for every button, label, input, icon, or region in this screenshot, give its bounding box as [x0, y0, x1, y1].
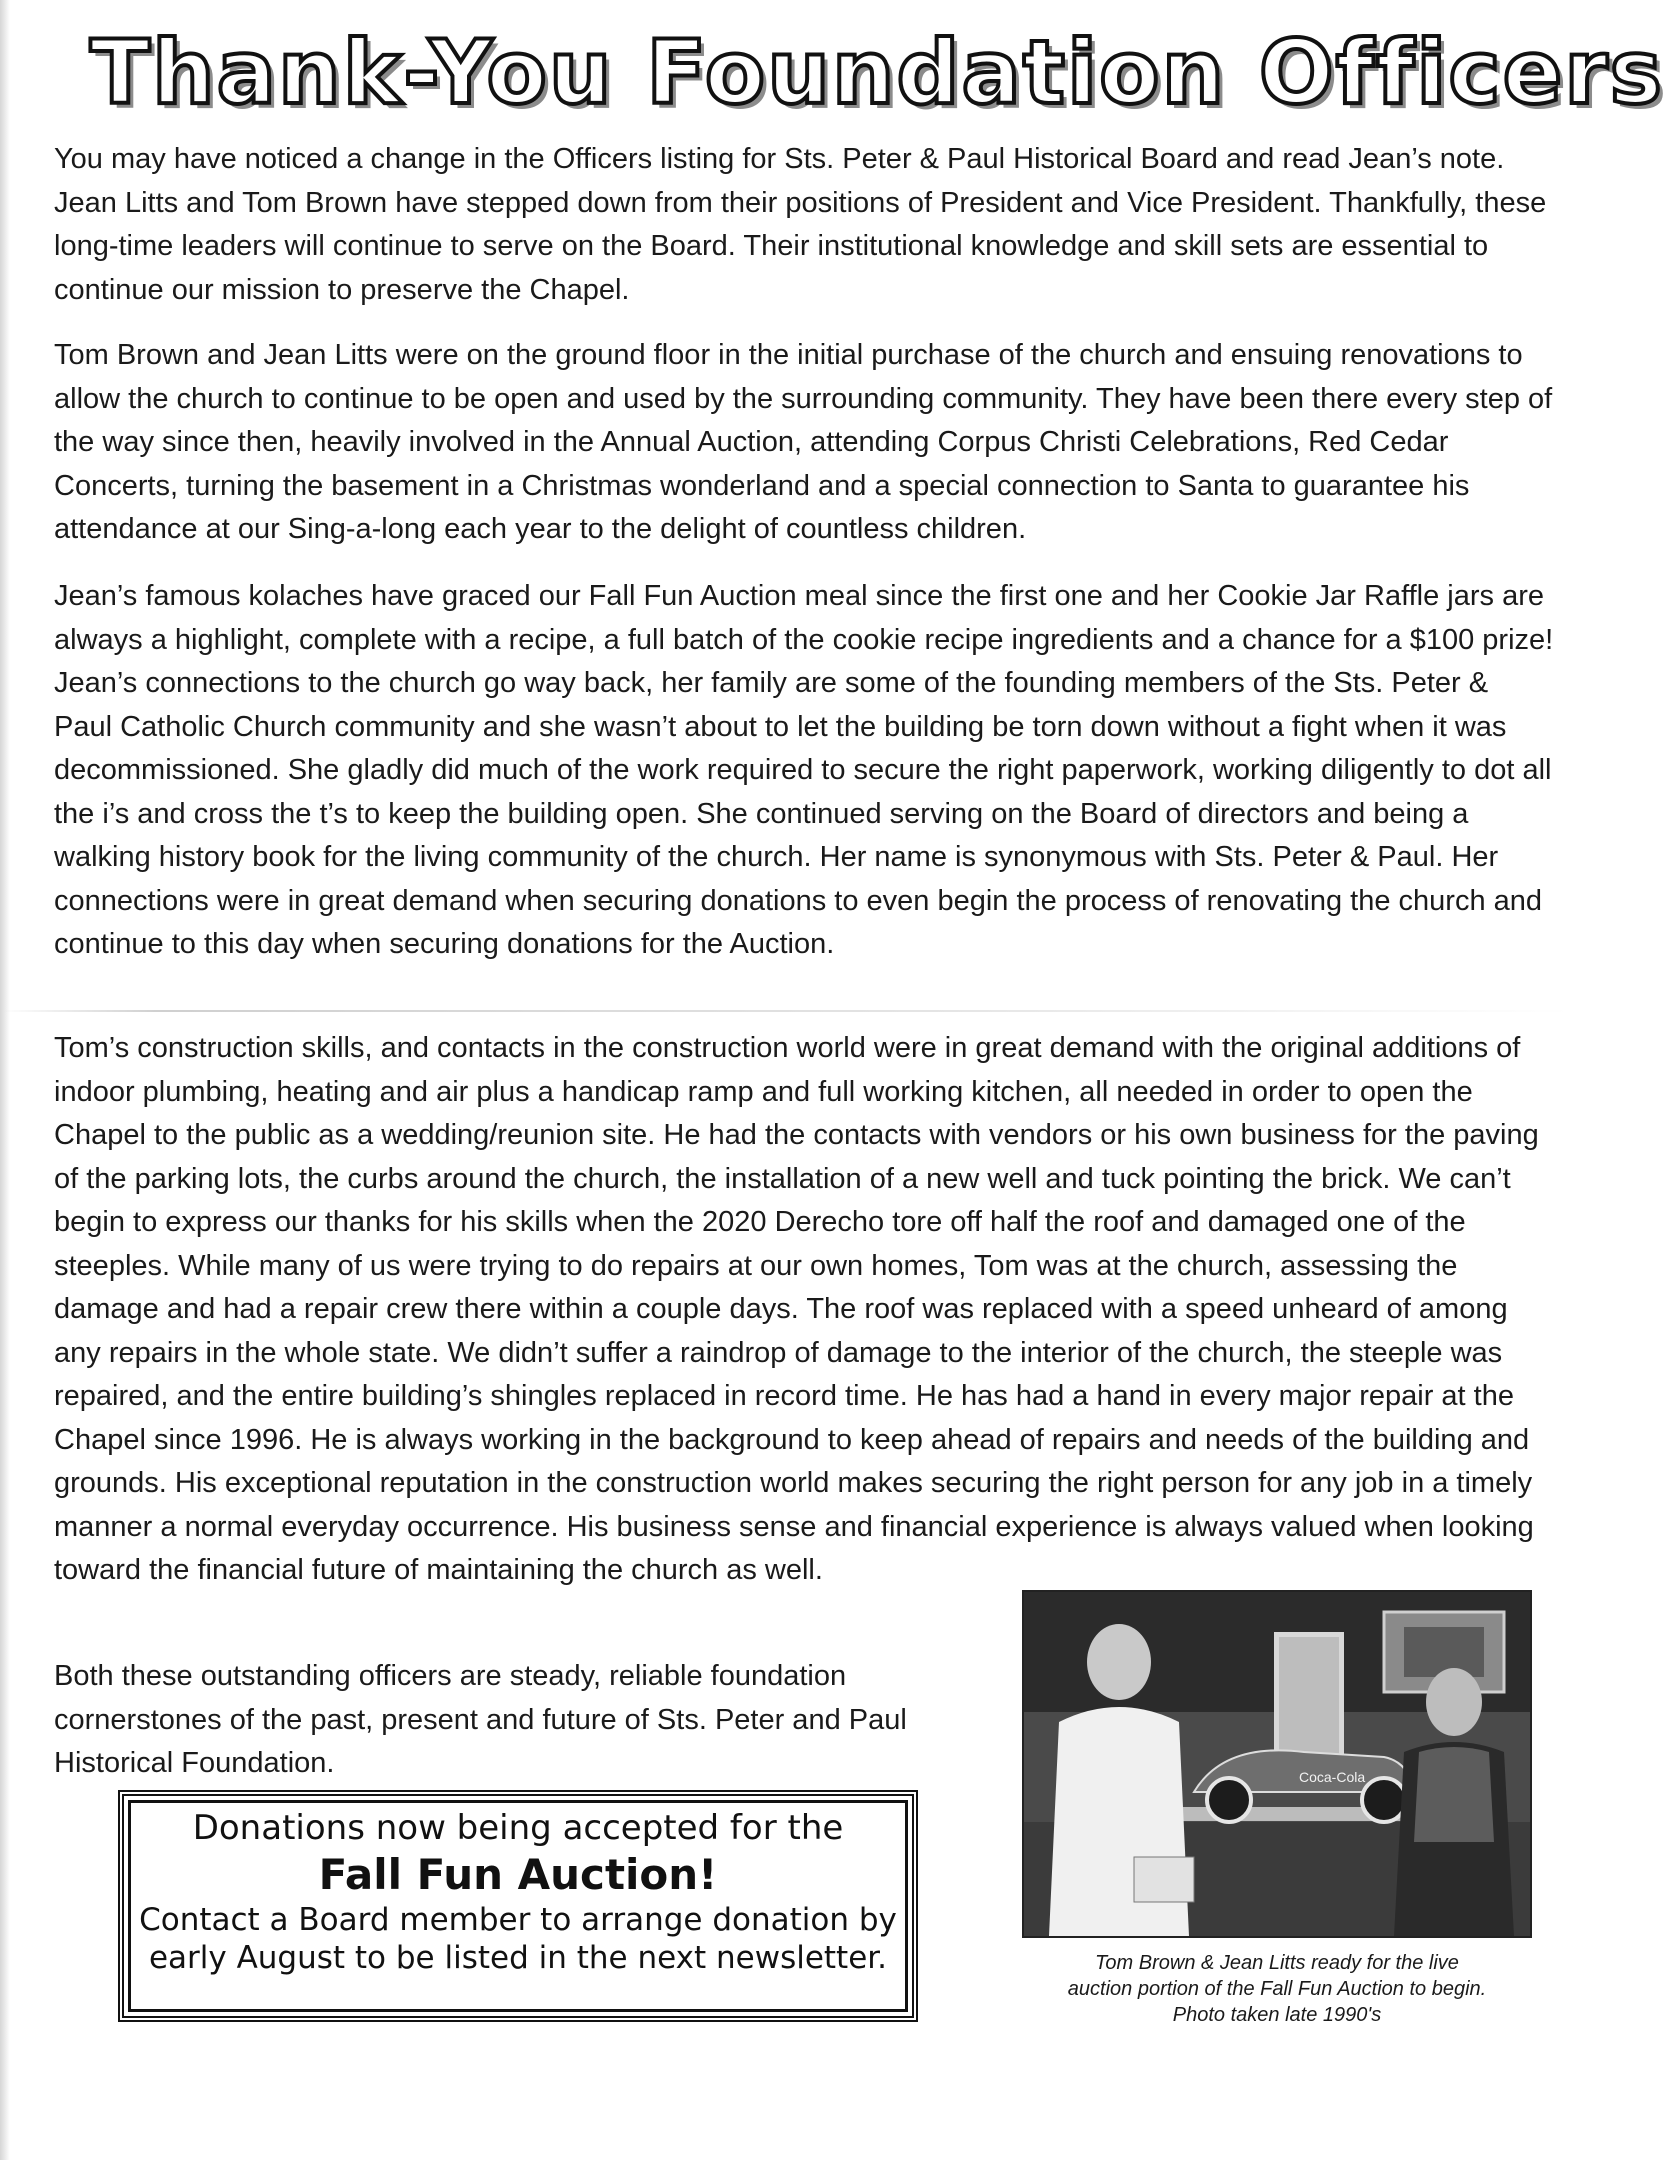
page-title: Thank-You Foundation Officers — [90, 21, 1664, 124]
photo-caption-line2: auction portion of the Fall Fun Auction to begin. — [1067, 1978, 1487, 2000]
photo-caption — [1022, 1950, 1532, 2026]
paragraph-tom-brown: Tom’s construction skills, and contacts in the construction world were in great demand with the original additions of indoor plumbing, heating and air plus a handicap ramp and full working kitchen, all needed in order to open the Chapel to the public as a wedding/reunion site. He had the contacts with vendors or his own business for the paving of the parking lots, the curbs around the church, the installation of a new well and tuck pointing the brick. We can’t begin to express our thanks for his skills when the 2020 Derecho tore off half the roof and damaged one of the steeples. While many of us were trying to do repairs at our own homes, Tom was at the church, assessing the damage and had a repair crew there within a couple days. The roof was replaced with a speed unheard of among any repairs in the whole state. We didn’t suffer a raindrop of damage to the interior of the church, the steeple was repaired, and the entire building’s shingles replaced in record time. He has had a hand in every major repair at the Chapel since 1996. He is always working in the background to keep ahead of repairs and needs of the building and grounds. His exceptional reputation in the construction world makes securing the right person for any job in a timely manner a normal everyday occurrence. His business sense and financial experience is always valued when looking toward the financial future of maintaining the church as well. — [54, 1032, 1539, 1586]
donation-notice-inner — [128, 1800, 908, 2012]
paragraph-closing: Both these outstanding officers are steady, reliable foundation cornerstones of the past, present and future of Sts. Peter and Paul Historical Foundation. — [54, 1660, 907, 1779]
donation-instruction-line1: Contact a Board member to arrange donation by — [139, 1902, 897, 1938]
car-logo-text: Coca-Cola — [1299, 1769, 1366, 1785]
auction-photo — [1022, 1590, 1532, 1938]
paragraph-jean-litts: Jean’s famous kolaches have graced our Fall Fun Auction meal since the first one and her Cookie Jar Raffle jars are always a highlight, complete with a recipe, a full batch of the cookie recipe ingredients and a chance for a $100 prize! Jean’s connections to the church go way back, her family are some of the founding members of the Sts. Peter & Paul Catholic Church community and she wasn’t about to let the building be torn down without a fight when it was decommissioned. She gladly did much of the work required to secure the right paperwork, working diligently to dot all the i’s and cross the t’s to keep the building open. She continued serving on the Board of directors and being a walking history book for the living community of the church. Her name is synonymous with Sts. Peter & Paul. Her connections were in great demand when securing donations to even begin the process of renovating the church and continue to this day when securing donations for the Auction. — [54, 580, 1554, 960]
donation-notice-box — [118, 1790, 918, 2022]
page-scan-edge — [0, 0, 10, 2160]
donation-instruction-line2: early August to be listed in the next newsletter. — [148, 1940, 888, 1976]
donation-headline: Fall Fun Auction! — [318, 1850, 718, 1899]
donation-intro-text: Donations now being accepted for the — [192, 1808, 844, 1848]
paper-fold-line — [0, 1010, 1571, 1012]
auction-photo-illustration — [1024, 1592, 1530, 1936]
photo-caption-line1: Tom Brown & Jean Litts ready for the live — [1095, 1952, 1459, 1974]
paragraph-ground-floor: Tom Brown and Jean Litts were on the ground floor in the initial purchase of the church and ensuing renovations to allow the church to continue to be open and used by the surrounding community. They have been there every step of the way since then, heavily involved in the Annual Auction, attending Corpus Christi Celebrations, Red Cedar Concerts, turning the basement in a Christmas wonderland and a special connection to Santa to guarantee his attendance at our Sing-a-long each year to the delight of countless children. — [54, 339, 1553, 545]
photo-caption-line3: Photo taken late 1990's — [1172, 2004, 1382, 2026]
paragraph-officers-change: You may have noticed a change in the Officers listing for Sts. Peter & Paul Historical Board and read Jean’s note. Jean Litts and Tom Brown have stepped down from their positions of President and Vice President. Thankfully, these long-time leaders will continue to serve on the Board. Their institutional knowledge and skill sets are essential to continue our mission to preserve the Chapel. — [54, 143, 1547, 306]
